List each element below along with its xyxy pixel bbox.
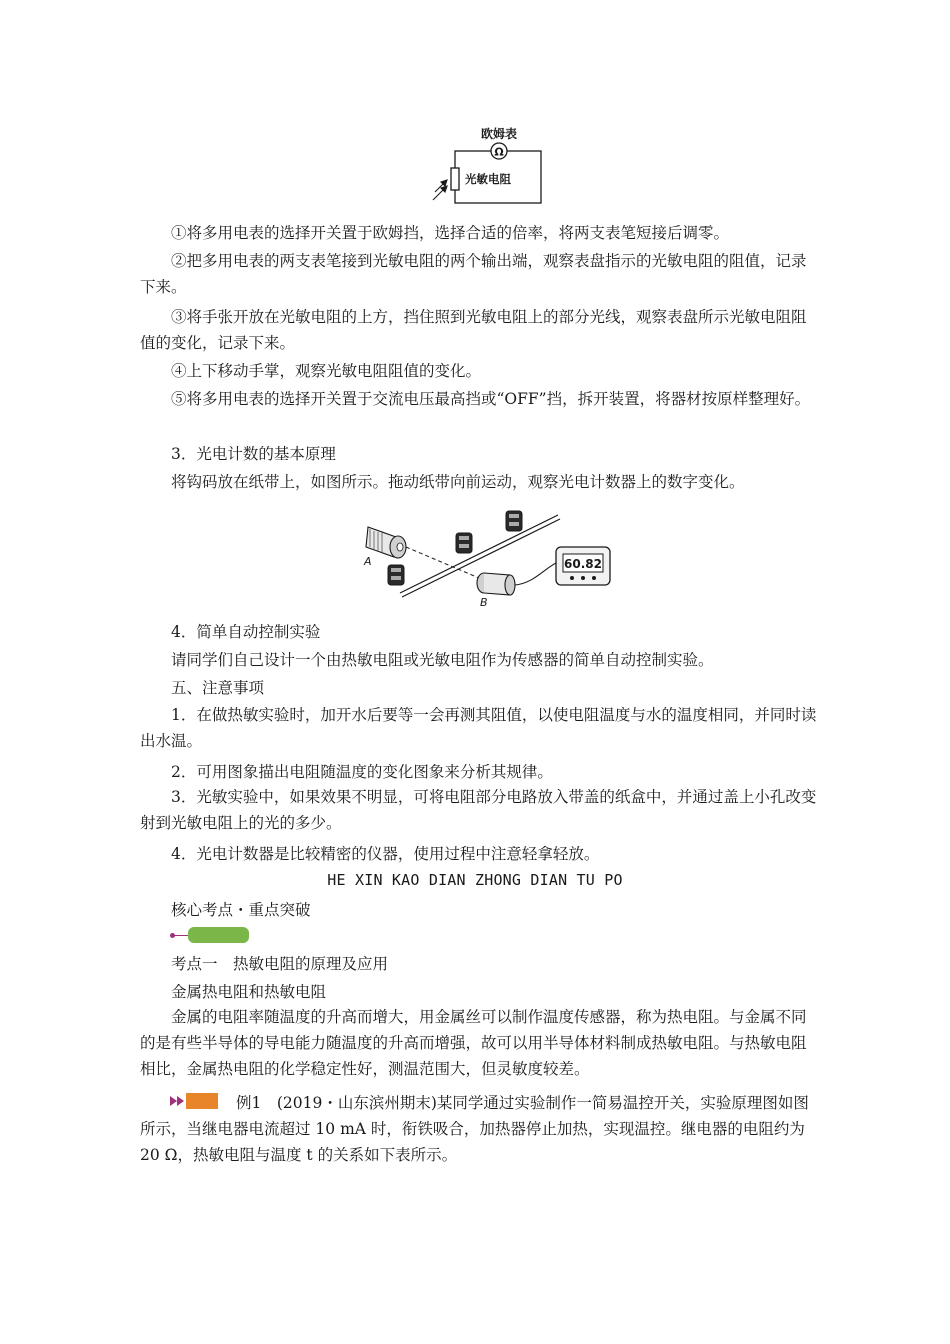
counter-display-value: 60.82 [564, 557, 602, 571]
photoelectric-counter-figure [360, 505, 620, 610]
note-2: 2．可用图象描出电阻随温度的变化图象来分析其规律。 [171, 763, 553, 781]
ohmmeter-label: 欧姆表 [480, 127, 518, 141]
kaodian-title: 考点一 热敏电阻的原理及应用 [171, 955, 389, 973]
section-4-text: 请同学们自己设计一个由热敏电阻或光敏电阻作为传感器的简单自动控制实验。 [171, 651, 714, 669]
kaodian-subtitle: 金属热电阻和热敏电阻 [171, 983, 327, 1001]
hook-weight-2 [506, 511, 522, 531]
ohm-symbol: Ω [494, 145, 504, 159]
step-3: ③将手张开放在光敏电阻的上方，挡住照到光敏电阻上的部分光线，观察表盘所示光敏电阻阻值的变化，记录下来。 [140, 308, 807, 352]
light-arrows [433, 180, 447, 200]
step-2: ②把多用电表的两支表笔接到光敏电阻的两个输出端，观察表盘指示的光敏电阻的阻值，记录下来。 [140, 252, 807, 296]
section-banner [170, 927, 250, 943]
notes-heading: 五、注意事项 [171, 679, 265, 697]
section-3-text: 将钩码放在纸带上，如图所示。拖动纸带向前运动，观察光电计数器上的数字变化。 [171, 473, 745, 491]
light-receiver-b [477, 573, 515, 595]
note-4: 4．光电计数器是比较精密的仪器，使用过程中注意轻拿轻放。 [171, 845, 600, 863]
pinyin-header: HE XIN KAO DIAN ZHONG DIAN TU PO [327, 871, 623, 889]
label-a: A [364, 555, 372, 568]
note-3: 3．光敏实验中，如果效果不明显，可将电阻部分电路放入带盖的纸盒中，并通过盖上小孔改变射到光敏电阻上的光的多少。 [140, 788, 817, 832]
step-5: ⑤将多用电表的选择开关置于交流电压最高挡或“OFF”挡，拆开装置，将器材按原样整理好。 [171, 390, 811, 408]
step-4: ④上下移动手掌，观察光敏电阻阻值的变化。 [171, 362, 482, 380]
step-1: ①将多用电表的选择开关置于欧姆挡，选择合适的倍率，将两支表笔短接后调零。 [171, 224, 730, 242]
label-b: B [480, 596, 488, 609]
example-1-text: 例1 (2019・山东滨州期末)某同学通过实验制作一简易温控开关，实验原理图如图所示，当继电器电流超过 10 mA 时，衔铁吸合，加热器停止加热，实现温控。继电器的电阻约为 20 Ω，热敏电阻与温度 t 的关系如下表所示。 [140, 1094, 809, 1164]
light-source-a [366, 527, 406, 558]
hook-weight-1 [456, 533, 472, 553]
signal-cable [515, 561, 560, 585]
section-3-heading: 3．光电计数的基本原理 [171, 445, 336, 463]
note-1: 1．在做热敏实验时，加开水后要等一会再测其阻值，以使电阻温度与水的温度相同，并同时读出水温。 [140, 706, 817, 750]
kaodian-text: 金属的电阻率随温度的升高而增大，用金属丝可以制作温度传感器，称为热电阻。与金属不同的是有些半导体的导电能力随温度的升高而增强，故可以用半导体材料制成热敏电阻。与热敏电阻相比，金属热电阻的化学稳定性好，测温范围大，但灵敏度较差。 [140, 1008, 807, 1078]
banner-bar [188, 927, 249, 943]
ohmmeter-circuit-figure [425, 122, 555, 206]
photoresistor-label: 光敏电阻 [465, 172, 511, 186]
hook-weight-3 [388, 565, 404, 585]
section-4-heading: 4．简单自动控制实验 [171, 623, 321, 641]
photoresistor-symbol [451, 168, 459, 190]
core-section-title: 核心考点・重点突破 [171, 901, 311, 919]
